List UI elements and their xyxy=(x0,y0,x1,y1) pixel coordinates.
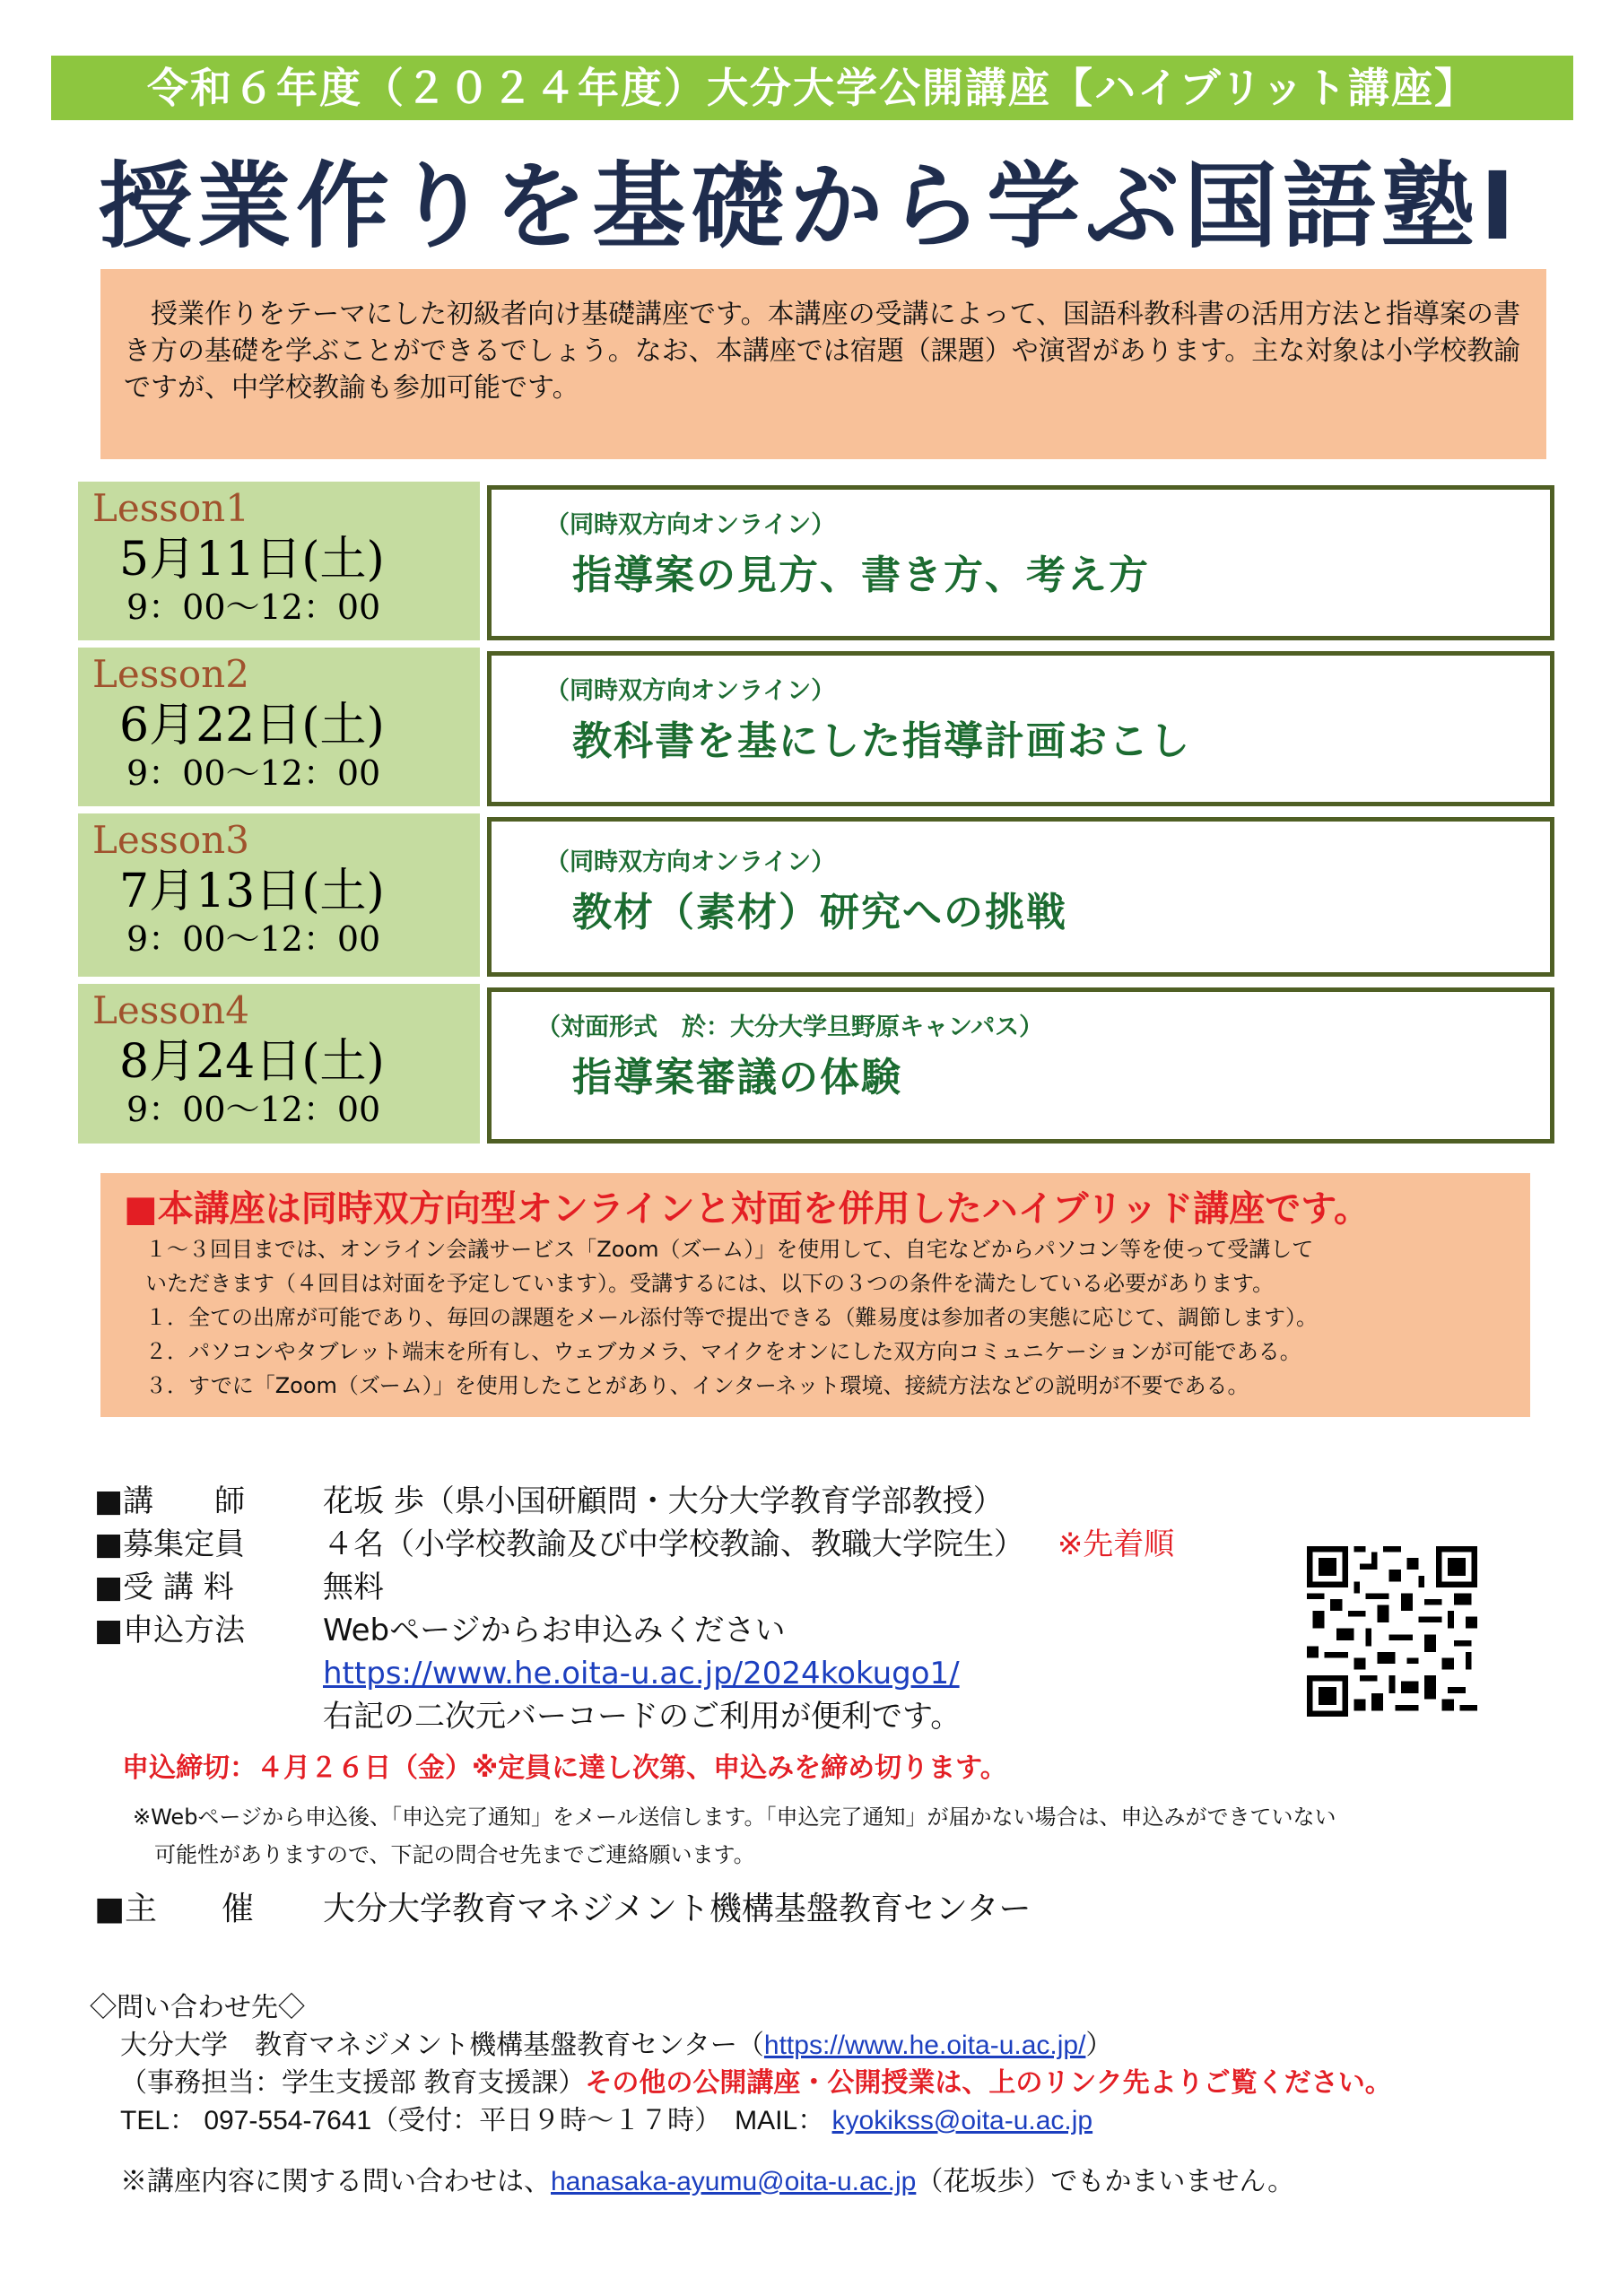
hybrid-line-2: いただきます（４回目は対面を予定しています）。受講するには、以下の３つの条件を満たしている必要があります。 xyxy=(124,1271,1275,1296)
lesson-2-topic: 教科書を基にした指導計画おこし xyxy=(572,718,1191,764)
fee-row xyxy=(94,1568,384,1607)
contact-staff: （事務担当：学生支援部 教育支援課） xyxy=(120,2068,586,2098)
lecturer-row xyxy=(94,1482,1004,1521)
apply-url-link[interactable]: https://www.he.oita-u.ac.jp/2024kokugo1/ xyxy=(323,1656,960,1692)
lesson-4-time: 9：00～12：00 xyxy=(126,1090,381,1129)
apply-value: Webページからお申込みください xyxy=(323,1613,786,1648)
lesson-3-content xyxy=(487,817,1554,977)
lecturer-label: ■講 師 xyxy=(94,1483,246,1519)
contact-mail-link[interactable]: kyokikss@oita-u.ac.jp xyxy=(831,2106,1093,2135)
contact-org: 大分大学 教育マネジメント機構基盤教育センター（ xyxy=(120,2031,764,2060)
lesson-3-schedule xyxy=(78,813,480,977)
notice-box xyxy=(133,1798,1532,1874)
contact-org-link[interactable]: https://www.he.oita-u.ac.jp/ xyxy=(763,2031,1086,2060)
apply-qr-note: 右記の二次元バーコードのご利用が便利です。 xyxy=(323,1699,962,1735)
capacity-label: ■募集定員 xyxy=(94,1526,246,1562)
capacity-row xyxy=(94,1525,1174,1564)
contact-staff-line xyxy=(90,2065,1392,2102)
lesson-3-time: 9：00～12：00 xyxy=(126,919,381,959)
lesson-1-content xyxy=(487,485,1554,640)
hybrid-line-4: ２．パソコンやタブレット端末を所有し、ウェブカメラ、マイクをオンにした双方向コミュニケーションが可能である。 xyxy=(124,1339,1301,1364)
contact-section xyxy=(90,1989,1392,2201)
lecturer-value: 花坂 歩（県小国研顧問・大分大学教育学部教授） xyxy=(323,1483,1004,1519)
lesson-3-topic: 教材（素材）研究への挑戦 xyxy=(572,890,1067,935)
lesson-2-time: 9：00～12：00 xyxy=(126,753,381,793)
lesson-4-content xyxy=(487,987,1554,1144)
contact-org-close: ） xyxy=(1085,2031,1113,2060)
hybrid-line-5: ３．すでに「Zoom（ズーム）」を使用したことがあり、インターネット環境、接続方法などの説明が不要である。 xyxy=(124,1373,1249,1398)
lesson-4-schedule xyxy=(78,984,480,1144)
notice-line-1: ※Webページから申込後、「申込完了通知」をメール送信します。「申込完了通知」が届かない場合は、申込みができていない xyxy=(133,1805,1336,1830)
apply-qr-note-row xyxy=(323,1697,961,1736)
capacity-note: ※先着順 xyxy=(1057,1526,1175,1562)
contact-inquiry-mail-link[interactable]: hanasaka-ayumu@oita-u.ac.jp xyxy=(551,2167,917,2196)
hybrid-line-1: １～３回目までは、オンライン会議サービス「Zoom（ズーム）」を使用して、自宅などからパソコン等を使って受講して xyxy=(124,1237,1314,1262)
qr-code-graphic xyxy=(1307,1546,1477,1717)
fee-label: ■受 講 料 xyxy=(94,1570,234,1605)
hybrid-line-3: １．全ての出席が可能であり、毎回の課題をメール添付等で提出できる（難易度は参加者の実態に応じて、調節します）。 xyxy=(124,1305,1319,1330)
lesson-2-name: Lesson2 xyxy=(92,652,249,696)
lesson-1-mode: （同時双方向オンライン） xyxy=(545,511,836,539)
lesson-2-date: 6月22日(土) xyxy=(119,699,385,752)
capacity-value: ４名（小学校教諭及び中学校教諭、教職大学院生） xyxy=(323,1526,1024,1562)
lesson-2-content xyxy=(487,651,1554,806)
contact-inquiry-line xyxy=(90,2163,1392,2201)
header-banner: 令和６年度（２０２４年度）大分大学公開講座【ハイブリット講座】 xyxy=(51,56,1573,120)
lesson-1-time: 9：00～12：00 xyxy=(126,587,381,627)
page-title: 授業作りを基礎から学ぶ国語塾Ⅰ xyxy=(99,152,1520,261)
lesson-3-name: Lesson3 xyxy=(92,818,249,862)
lesson-2-schedule xyxy=(78,648,480,806)
notice-line-2: 可能性がありますので、下記の問合せ先までご連絡願います。 xyxy=(133,1842,755,1867)
lesson-3-date: 7月13日(土) xyxy=(119,865,385,918)
hybrid-title: ■本講座は同時双方向型オンラインと対面を併用したハイブリッド講座です。 xyxy=(124,1188,1370,1230)
lesson-1-schedule xyxy=(78,482,480,640)
lesson-3-mode: （同時双方向オンライン） xyxy=(545,848,836,876)
lesson-4-mode: （対面形式 於：大分大学旦野原キャンパス） xyxy=(536,1013,1044,1041)
contact-tel-line xyxy=(90,2102,1392,2140)
contact-staff-note: その他の公開講座・公開授業は、上のリンク先よりご覧ください。 xyxy=(585,2068,1392,2098)
contact-inquiry-suffix: （花坂歩）でもかまいません。 xyxy=(916,2167,1295,2196)
hybrid-info-box xyxy=(100,1173,1530,1417)
contact-org-line xyxy=(90,2027,1392,2065)
qr-code-icon[interactable] xyxy=(1307,1546,1477,1717)
organizer-row xyxy=(94,1888,1031,1931)
lesson-2-mode: （同時双方向オンライン） xyxy=(545,677,836,705)
intro-box xyxy=(100,269,1546,459)
lesson-4-name: Lesson4 xyxy=(92,988,249,1032)
apply-row xyxy=(94,1611,785,1650)
contact-heading: ◇問い合わせ先◇ xyxy=(90,1993,305,2022)
lesson-4-topic: 指導案審議の体験 xyxy=(572,1055,902,1100)
lesson-1-topic: 指導案の見方、書き方、考え方 xyxy=(572,552,1150,598)
intro-text: 授業作りをテーマにした初級者向け基礎講座です。本講座の受講によって、国語科教科書の活用方法と指導案の書き方の基礎を学ぶことができるでしょう。なお、本講座では宿題（課題）や演習があります。主な対象は小学校教諭ですが、中学校教諭も参加可能です。 xyxy=(124,299,1521,404)
deadline-text: 申込締切：４月２６日（金）※定員に達し次第、申込みを締め切ります。 xyxy=(122,1752,1007,1784)
organizer-label: ■主 催 xyxy=(94,1891,255,1927)
lesson-1-name: Lesson1 xyxy=(92,486,249,530)
apply-url-row xyxy=(323,1654,960,1693)
contact-tel: TEL： 097-554-7641（受付：平日９時～１７時） MAIL： xyxy=(120,2106,825,2135)
lesson-1-date: 5月11日(土) xyxy=(119,533,385,587)
apply-label: ■申込方法 xyxy=(94,1613,246,1648)
contact-inquiry-prefix: ※講座内容に関する問い合わせは、 xyxy=(120,2167,551,2196)
lesson-4-date: 8月24日(土) xyxy=(119,1035,385,1089)
organizer-value: 大分大学教育マネジメント機構基盤教育センター xyxy=(323,1891,1031,1927)
fee-value: 無料 xyxy=(323,1570,384,1605)
